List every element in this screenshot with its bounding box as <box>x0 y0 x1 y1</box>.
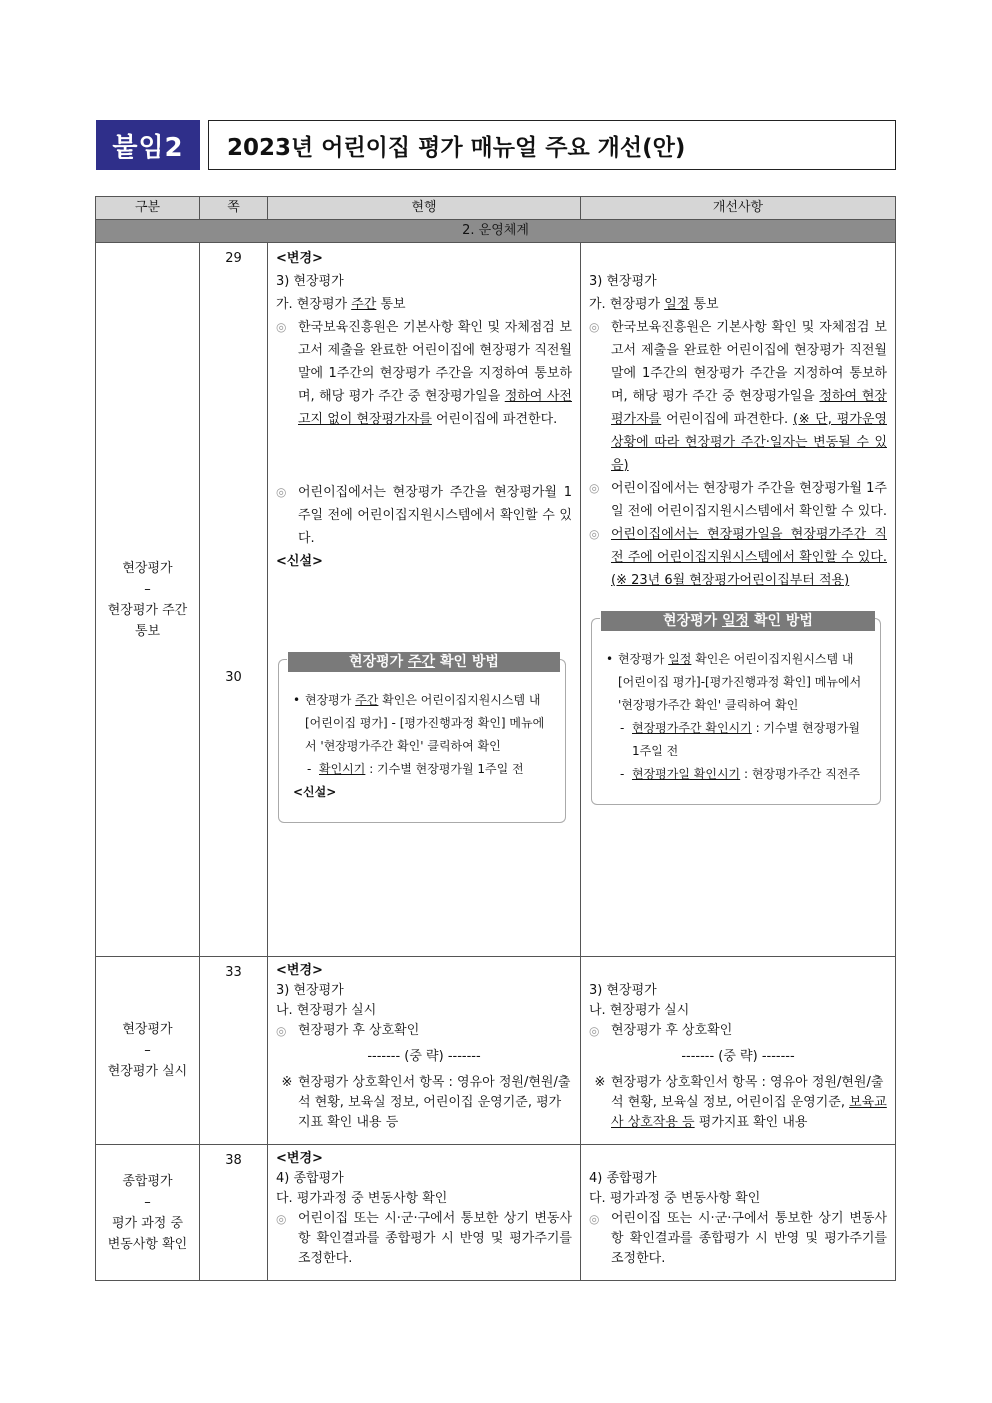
category-line: 현장평가 <box>122 560 173 576</box>
subheading-line: 가. 현장평가 주간 통보 <box>276 297 406 312</box>
method-box-header <box>278 649 566 675</box>
circle-bullet-icon: ◎ <box>589 320 600 334</box>
category-line: 평가 과정 중 <box>111 1215 184 1231</box>
attachment-badge: 붙임2 <box>96 120 200 170</box>
category-line: 현장평가 실시 <box>107 1064 188 1079</box>
method-box-title: 현장평가 주간 확인 방법 <box>288 652 560 672</box>
circle-bullet-icon: ◎ <box>276 1024 287 1038</box>
bullet-item: ◎ 한국보육진흥원은 기본사항 확인 및 자체점검 보고서 제출을 완료한 어린이집에 현장평가 직전월 말에 1주간의 현장평가 주간을 지정하여 통보하며, 해당 평가 주간 중 현장평가일을 정하여 현장평가자를 어린이집에 파견한다. (※ 단, 평가운영 상황에 따라 현장평가 주간·일자는 변동될 수 있음) <box>589 316 887 477</box>
bullet-item: ◎ 어린이집에서는 현장평가 주간을 현장평가월 1주일 전에 어린이집지원시스템에서 확인할 수 있다. <box>276 481 572 550</box>
circle-bullet-icon: ◎ <box>589 1212 600 1226</box>
page-cell <box>200 957 268 1145</box>
comparison-table <box>95 196 896 1281</box>
heading-line: 3) 현장평가 <box>276 983 344 998</box>
note-item: ※ 현장평가 상호확인서 항목 : 영유아 정원/현원/출석 현황, 보육실 정보, 어린이집 운영기준, 평가지표 확인 내용 등 <box>281 1075 571 1130</box>
improvement-cell <box>581 957 896 1145</box>
omission-line: ------- (중 략) ------- <box>367 1049 481 1064</box>
page-number: 30 <box>225 670 242 685</box>
subheading-line: 다. 평가과정 중 변동사항 확인 <box>276 1191 448 1206</box>
circle-bullet-icon: ◎ <box>276 485 287 499</box>
table-row <box>96 243 896 957</box>
new-tag: <신설> <box>276 554 323 569</box>
section-title: 2. 운영체계 <box>96 220 896 243</box>
subheading-line: 다. 평가과정 중 변동사항 확인 <box>589 1191 761 1206</box>
page-cell <box>200 1145 268 1281</box>
new-tag: <신설> <box>293 785 337 799</box>
circle-bullet-icon: ◎ <box>589 481 600 495</box>
method-box: • 현장평가 주간 확인은 어린이집지원시스템 내 [어린이집 평가] - [평가진행과정 확인] 메뉴에서 '현장평가주간 확인' 클릭하여 확인 - 확인시기 : 기수별 현장평가월 1주일 전 <신설> <box>278 675 566 823</box>
category-cell <box>96 243 200 957</box>
circle-bullet-icon: ◎ <box>589 527 600 541</box>
category-line: 현장평가 <box>122 1022 173 1037</box>
col-page: 쪽 <box>200 197 268 220</box>
method-box: • 현장평가 일정 확인은 어린이집지원시스템 내 [어린이집 평가]-[평가진행과정 확인] 메뉴에서 '현장평가주간 확인' 클릭하여 확인 - 현장평가주간 확인시기 : 기수별 현장평가월 1주일 전 - 현장평가일 확인시기 : 현장평가주간 직전주 <box>591 634 881 805</box>
change-tag: <변경> <box>276 1151 323 1166</box>
col-category: 구분 <box>96 197 200 220</box>
heading-line: 3) 현장평가 <box>276 274 344 289</box>
dot-bullet-icon: • <box>606 652 614 666</box>
bullet-item: ◎ 어린이집에서는 현장평가일을 현장평가주간 직전 주에 어린이집지원시스템에서 확인할 수 있다. (※ 23년 6월 현장평가어린이집부터 적용) <box>589 523 887 592</box>
category-line: 변동사항 확인 <box>107 1236 188 1252</box>
col-current: 현행 <box>268 197 581 220</box>
bullet-item: ◎ 현장평가 후 상호확인 <box>276 1021 572 1041</box>
omission-line: ------- (중 략) ------- <box>681 1049 795 1064</box>
heading-line: 3) 현장평가 <box>589 983 657 998</box>
category-line: 종합평가 <box>122 1173 173 1189</box>
page-number: 29 <box>225 251 242 266</box>
circle-bullet-icon: ◎ <box>276 320 287 334</box>
category-line: 통보 <box>134 623 161 639</box>
current-cell <box>268 243 581 957</box>
page-number: 33 <box>225 965 242 980</box>
bullet-item: ◎ 어린이집 또는 시·군·구에서 통보한 상기 변동사항 확인결과를 종합평가 시 반영 및 평가주기를 조정한다. <box>589 1209 887 1269</box>
page-title <box>208 120 896 170</box>
page-number: 38 <box>225 1153 242 1168</box>
category-line: 현장평가 주간 <box>107 602 188 618</box>
circle-bullet-icon: ◎ <box>589 1024 600 1038</box>
method-box-title: 현장평가 일정 확인 방법 <box>601 611 875 631</box>
category-cell <box>96 1145 200 1281</box>
category-line: – <box>144 581 151 597</box>
change-tag: <변경> <box>276 963 323 978</box>
section-row <box>96 220 896 243</box>
note-item: ※ 현장평가 상호확인서 항목 : 영유아 정원/현원/출석 현황, 보육실 정보, 어린이집 운영기준, 보육교사 상호작용 등 평가지표 확인 내용 <box>594 1075 887 1130</box>
header-row <box>96 197 896 220</box>
bullet-item: ◎ 어린이집 또는 시·군·구에서 통보한 상기 변동사항 확인결과를 종합평가 시 반영 및 평가주기를 조정한다. <box>276 1209 572 1269</box>
dot-bullet-icon: • <box>293 693 301 707</box>
subheading-line: 나. 현장평가 실시 <box>276 1003 377 1018</box>
current-cell <box>268 957 581 1145</box>
change-tag: <변경> <box>276 251 323 266</box>
bullet-item: ◎ 한국보육진흥원은 기본사항 확인 및 자체점검 보고서 제출을 완료한 어린이집에 현장평가 직전월 말에 1주간의 현장평가 주간을 지정하여 통보하며, 해당 평가 주간 중 현장평가일을 정하여 사전 고지 없이 현장평가자를 어린이집에 파견한다. <box>276 316 572 431</box>
bullet-item: ◎ 현장평가 후 상호확인 <box>589 1021 887 1041</box>
bullet-item: ◎ 어린이집에서는 현장평가 주간을 현장평가월 1주일 전에 어린이집지원시스템에서 확인할 수 있다. <box>589 477 887 523</box>
heading-line: 3) 현장평가 <box>589 274 657 289</box>
circle-bullet-icon: ◎ <box>276 1212 287 1226</box>
heading-line: 4) 종합평가 <box>589 1171 657 1186</box>
current-cell <box>268 1145 581 1281</box>
improvement-cell <box>581 243 896 957</box>
category-line: – <box>144 1043 151 1058</box>
category-line: – <box>144 1194 151 1210</box>
heading-line: 4) 종합평가 <box>276 1171 344 1186</box>
title-text: 2023년 어린이집 평가 매뉴얼 주요 개선(안) <box>227 134 686 161</box>
table-row <box>96 1145 896 1281</box>
subheading-line: 가. 현장평가 일정 통보 <box>589 297 719 312</box>
page-cell <box>200 243 268 957</box>
method-box-header <box>591 608 881 634</box>
table-row <box>96 957 896 1145</box>
improvement-cell <box>581 1145 896 1281</box>
subheading-line: 나. 현장평가 실시 <box>589 1003 690 1018</box>
category-cell <box>96 957 200 1145</box>
col-improvement: 개선사항 <box>581 197 896 220</box>
